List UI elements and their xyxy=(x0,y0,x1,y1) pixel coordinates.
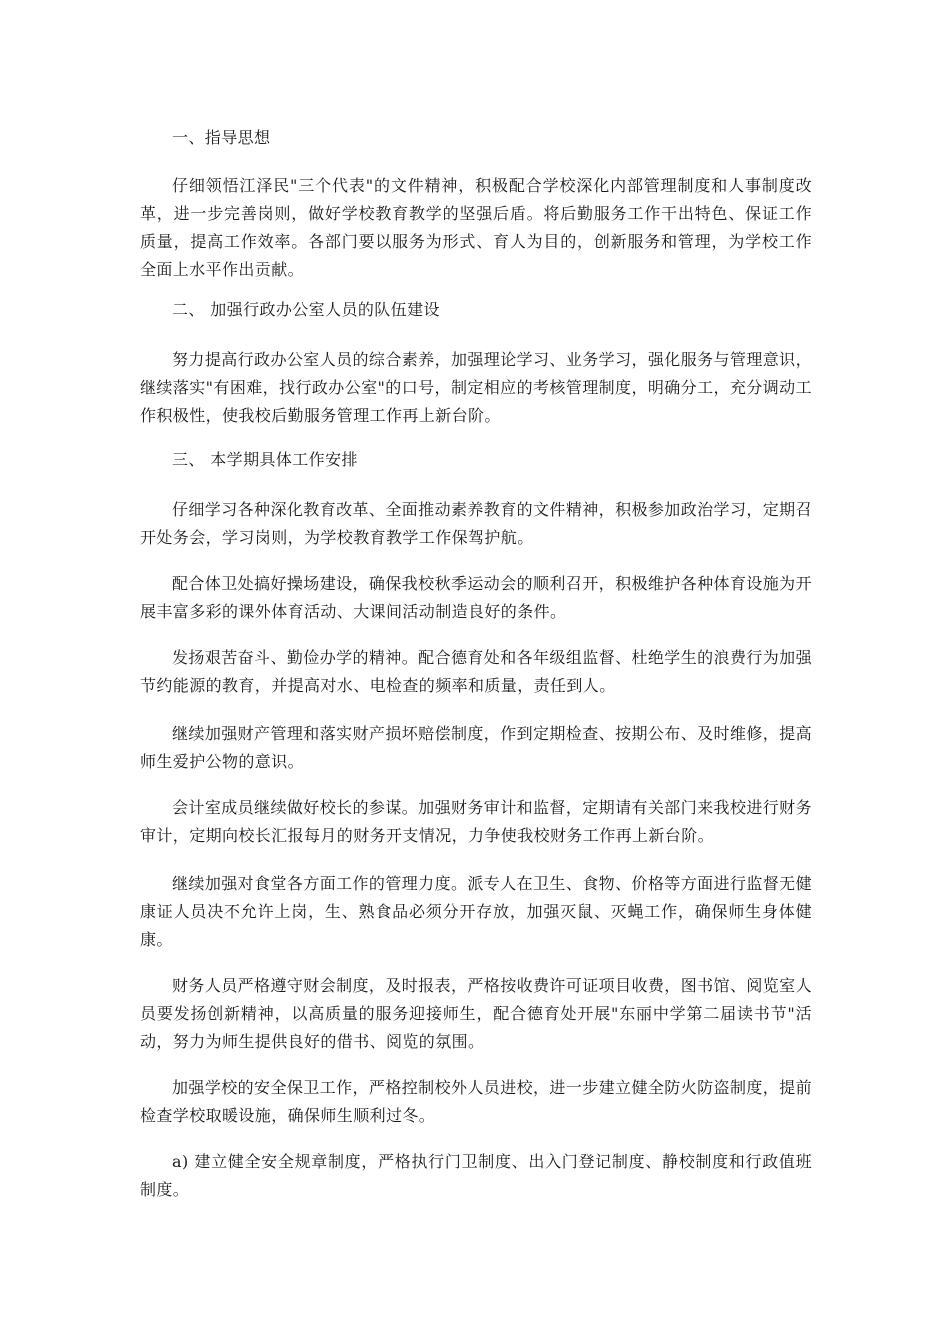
paragraph-2: 努力提高行政办公室人员的综合素养，加强理论学习、业务学习，强化服务与管理意识，继续落实"有困难，找行政办公室"的口号，制定相应的考核管理制度，明确分工，充分调动工作积极性，使我校后勤服务管理工作再上新台阶。 xyxy=(140,350,812,425)
section-heading-2: 二、 加强行政办公室人员的队伍建设 xyxy=(172,300,440,319)
paragraph-1: 仔细领悟江泽民"三个代表"的文件精神，积极配合学校深化内部管理制度和人事制度改革，进一步完善岗则，做好学校教育教学的坚强后盾。将后勤服务工作干出特色、保证工作质量，提高工作效率。各部门要以服务为形式、育人为目的，创新服务和管理，为学校工作全面上水平作出贡献。 xyxy=(140,176,812,279)
paragraph-4: 配合体卫处搞好操场建设，确保我校秋季运动会的顺利召开，积极维护各种体育设施为开展丰富多彩的课外体育活动、大课间活动制造良好的条件。 xyxy=(140,574,812,621)
paragraph-3: 仔细学习各种深化教育改革、全面推动素养教育的文件精神，积极参加政治学习，定期召开处务会，学习岗则，为学校教育教学工作保驾护航。 xyxy=(140,500,812,547)
paragraph-9: 财务人员严格遵守财会制度，及时报表，严格按收费许可证项目收费，图书馆、阅览室人员要发扬创新精神，以高质量的服务迎接师生，配合德育处开展"东丽中学第二届读书节"活动，努力为师生提供良好的借书、阅览的氛围。 xyxy=(140,976,812,1051)
paragraph-8: 继续加强对食堂各方面工作的管理力度。派专人在卫生、食物、价格等方面进行监督无健康证人员决不允许上岗，生、熟食品必须分开存放，加强灭鼠、灭蝇工作，确保师生身体健康。 xyxy=(140,874,812,949)
section-heading-1: 一、指导思想 xyxy=(172,128,271,147)
paragraph-11: a) 建立健全安全规章制度，严格执行门卫制度、出入门登记制度、静校制度和行政值班制度。 xyxy=(140,1152,812,1199)
section-heading-3: 三、 本学期具体工作安排 xyxy=(172,450,358,469)
paragraph-7: 会计室成员继续做好校长的参谋。加强财务审计和监督，定期请有关部门来我校进行财务审计，定期向校长汇报每月的财务开支情况，力争使我校财务工作再上新台阶。 xyxy=(140,798,812,845)
paragraph-10: 加强学校的安全保卫工作，严格控制校外人员进校，进一步建立健全防火防盗制度，提前检查学校取暖设施，确保师生顺利过冬。 xyxy=(140,1078,812,1125)
paragraph-5: 发扬艰苦奋斗、勤俭办学的精神。配合德育处和各年级组监督、杜绝学生的浪费行为加强节约能源的教育，并提高对水、电检查的频率和质量，责任到人。 xyxy=(140,648,812,695)
paragraph-6: 继续加强财产管理和落实财产损坏赔偿制度，作到定期检查、按期公布、及时维修，提高师生爱护公物的意识。 xyxy=(140,724,812,771)
